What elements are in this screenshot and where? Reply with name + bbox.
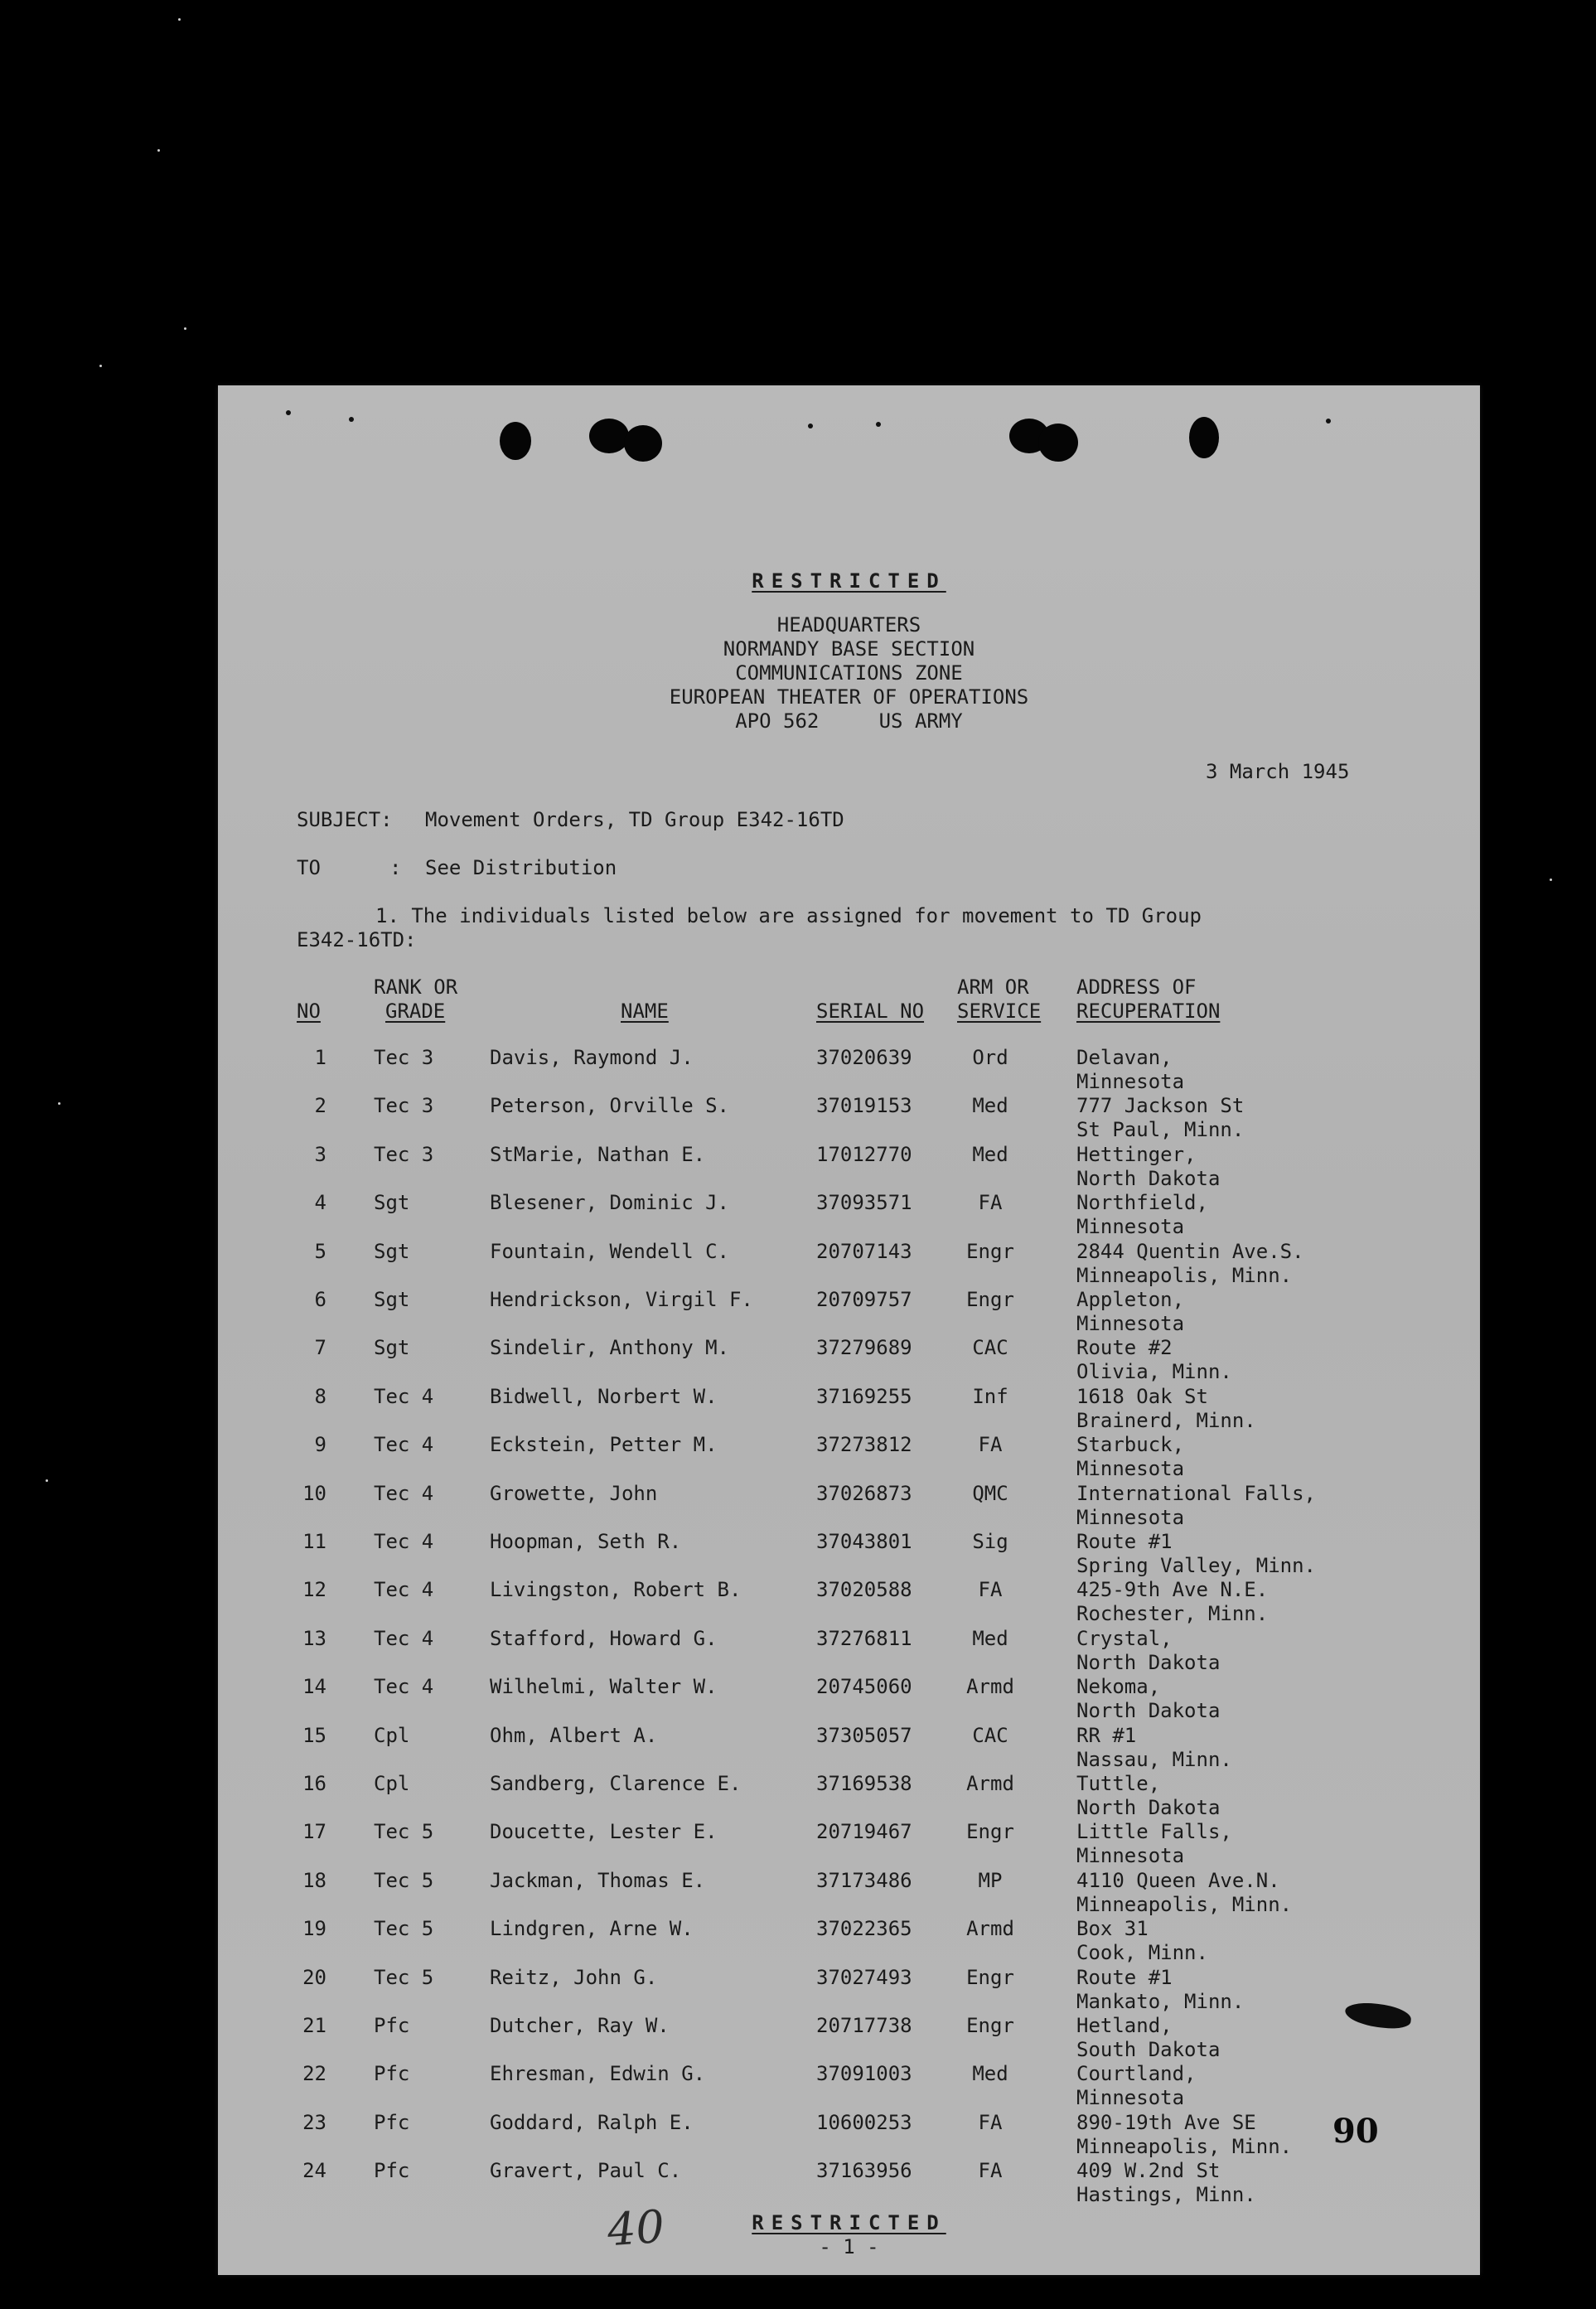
row-name: Blesener, Dominic J. (490, 1191, 729, 1215)
row-name: Dutcher, Ray W. (490, 2014, 670, 2037)
row-name: Stafford, Howard G. (490, 1626, 718, 1650)
paragraph-line: E342-16TD: (297, 928, 417, 951)
subject-label: SUBJECT: (297, 808, 393, 831)
row-serial: 37020639 (816, 1046, 912, 1069)
row-serial: 37043801 (816, 1530, 912, 1553)
classification-header: RESTRICTED (752, 569, 946, 593)
row-rank: Tec 5 (374, 1917, 434, 1941)
punch-hole (1038, 424, 1078, 462)
row-address-line2: Brainerd, Minn. (1076, 1408, 1256, 1432)
row-address-line2: North Dakota (1076, 1796, 1221, 1819)
row-arm: Armd (966, 1772, 1014, 1795)
row-name: Jackman, Thomas E. (490, 1868, 706, 1892)
row-arm: Med (972, 1626, 1008, 1650)
row-serial: 37027493 (816, 1965, 912, 1989)
row-address-line2: North Dakota (1076, 1650, 1221, 1674)
table-row (218, 1917, 1480, 1965)
table-row (218, 1143, 1480, 1191)
row-address-line1: 4110 Queen Ave.N. (1076, 1868, 1280, 1892)
row-name: Doucette, Lester E. (490, 1820, 718, 1844)
table-row (218, 1046, 1480, 1094)
document-page (218, 385, 1480, 2275)
page-number: - 1 - (819, 2235, 879, 2258)
letterhead (218, 613, 1480, 733)
row-rank: Pfc (374, 2110, 410, 2134)
table-row (218, 1820, 1480, 1868)
row-serial: 37169255 (816, 1384, 912, 1408)
row-arm: Ord (972, 1046, 1008, 1069)
row-name: Gravert, Paul C. (490, 2159, 682, 2183)
header-rank-bottom: GRADE (385, 1000, 446, 1023)
header-no: NO (297, 1000, 321, 1023)
row-address-line2: Minnesota (1076, 1844, 1185, 1868)
row-rank: Tec 5 (374, 1868, 434, 1892)
row-name: Ohm, Albert A. (490, 1723, 658, 1747)
row-serial: 20745060 (816, 1675, 912, 1699)
row-serial: 37093571 (816, 1191, 912, 1215)
row-address-line2: Minneapolis, Minn. (1076, 1263, 1293, 1287)
row-arm: Engr (966, 1820, 1014, 1844)
row-arm: FA (978, 2110, 1003, 2134)
row-number: 23 (302, 2110, 326, 2134)
to-text: See Distribution (425, 856, 617, 879)
row-serial: 37169538 (816, 1772, 912, 1795)
row-number: 1 (314, 1046, 326, 1069)
row-address-line2: Nassau, Minn. (1076, 1747, 1232, 1771)
classification-footer: RESTRICTED (752, 2211, 946, 2234)
row-rank: Sgt (374, 1288, 410, 1311)
row-rank: Pfc (374, 2159, 410, 2183)
row-arm: CAC (972, 1336, 1008, 1360)
row-name: StMarie, Nathan E. (490, 1142, 706, 1166)
row-number: 11 (302, 1530, 326, 1553)
to-label: TO (297, 856, 321, 879)
punch-hole (1189, 417, 1219, 458)
row-address-line1: RR #1 (1076, 1723, 1137, 1747)
row-address-line1: Tuttle, (1076, 1772, 1161, 1795)
table-row (218, 2111, 1480, 2159)
table-row (218, 1578, 1480, 1626)
row-serial: 37163956 (816, 2159, 912, 2183)
row-name: Wilhelmi, Walter W. (490, 1675, 718, 1699)
row-rank: Pfc (374, 2014, 410, 2037)
row-arm: Med (972, 1142, 1008, 1166)
table-row (218, 1433, 1480, 1481)
row-arm: FA (978, 1433, 1003, 1457)
row-address-line1: Starbuck, (1076, 1433, 1185, 1457)
row-rank: Tec 4 (374, 1433, 434, 1457)
table-row (218, 1627, 1480, 1675)
row-serial: 10600253 (816, 2110, 912, 2134)
table-row (218, 1482, 1480, 1530)
letterhead-line: EUROPEAN THEATER OF OPERATIONS (669, 685, 1029, 709)
row-address-line2: Minnesota (1076, 1215, 1185, 1239)
punch-hole (624, 425, 662, 462)
paper-mark (349, 417, 354, 422)
row-serial: 20709757 (816, 1288, 912, 1311)
table-row (218, 1966, 1480, 2014)
row-serial: 37276811 (816, 1626, 912, 1650)
row-name: Davis, Raymond J. (490, 1046, 694, 1069)
row-arm: FA (978, 1191, 1003, 1215)
row-rank: Tec 5 (374, 1965, 434, 1989)
row-serial: 37273812 (816, 1433, 912, 1457)
row-address-line2: South Dakota (1076, 2038, 1221, 2061)
table-row (218, 1094, 1480, 1142)
header-arm-bottom: SERVICE (957, 1000, 1042, 1023)
row-serial: 20707143 (816, 1239, 912, 1263)
row-address-line2: North Dakota (1076, 1166, 1221, 1190)
row-number: 5 (314, 1239, 326, 1263)
row-name: Fountain, Wendell C. (490, 1239, 729, 1263)
row-arm: FA (978, 1578, 1003, 1602)
row-name: Growette, John (490, 1481, 658, 1505)
row-arm: Med (972, 1094, 1008, 1118)
paper-mark (876, 422, 881, 427)
row-name: Sandberg, Clarence E. (490, 1772, 742, 1795)
table-row (218, 2159, 1480, 2207)
row-name: Goddard, Ralph E. (490, 2110, 694, 2134)
letterhead-line: HEADQUARTERS (776, 613, 921, 637)
row-rank: Tec 3 (374, 1142, 434, 1166)
table-row (218, 1240, 1480, 1288)
background-speck (1550, 879, 1552, 881)
table-row (218, 1675, 1480, 1723)
row-address-line1: 777 Jackson St (1076, 1094, 1245, 1118)
row-name: Hendrickson, Virgil F. (490, 1288, 753, 1311)
row-address-line1: Delavan, (1076, 1046, 1173, 1069)
row-number: 2 (314, 1094, 326, 1118)
table-row (218, 1530, 1480, 1578)
row-name: Ehresman, Edwin G. (490, 2062, 706, 2086)
punch-hole (500, 422, 531, 460)
row-address-line2: St Paul, Minn. (1076, 1118, 1245, 1142)
stamped-number: 90 (1332, 2112, 1379, 2151)
row-address-line2: Minnesota (1076, 2086, 1185, 2110)
header-arm-top: ARM OR (957, 975, 1029, 999)
row-name: Livingston, Robert B. (490, 1578, 742, 1602)
row-address-line2: Olivia, Minn. (1076, 1360, 1232, 1384)
row-number: 6 (314, 1288, 326, 1311)
letterhead-line: APO 562 US ARMY (735, 709, 963, 733)
row-address-line1: Route #2 (1076, 1336, 1173, 1360)
background-speck (178, 18, 181, 21)
row-serial: 37020588 (816, 1578, 912, 1602)
row-serial: 37173486 (816, 1868, 912, 1892)
background-speck (46, 1479, 48, 1482)
row-address-line2: Spring Valley, Minn. (1076, 1554, 1316, 1577)
table-row (218, 1772, 1480, 1820)
table-row (218, 1336, 1480, 1384)
row-address-line2: Minneapolis, Minn. (1076, 1892, 1293, 1916)
row-serial: 20717738 (816, 2014, 912, 2037)
table-row (218, 1288, 1480, 1336)
row-address-line1: 1618 Oak St (1076, 1384, 1208, 1408)
row-rank: Tec 5 (374, 1820, 434, 1844)
row-name: Reitz, John G. (490, 1965, 658, 1989)
row-arm: Engr (966, 2014, 1014, 2037)
row-name: Hoopman, Seth R. (490, 1530, 682, 1553)
row-serial: 17012770 (816, 1142, 912, 1166)
row-rank: Sgt (374, 1336, 410, 1360)
row-name: Sindelir, Anthony M. (490, 1336, 729, 1360)
row-address-line2: Minnesota (1076, 1312, 1185, 1335)
row-address-line1: International Falls, (1076, 1481, 1316, 1505)
row-number: 21 (302, 2014, 326, 2037)
row-name: Peterson, Orville S. (490, 1094, 729, 1118)
row-address-line2: Mankato, Minn. (1076, 1989, 1245, 2013)
table-row (218, 1385, 1480, 1433)
row-rank: Sgt (374, 1191, 410, 1215)
row-address-line2: Minnesota (1076, 1505, 1185, 1529)
header-address-bottom: RECUPERATION (1076, 1000, 1221, 1023)
row-arm: Engr (966, 1239, 1014, 1263)
row-serial: 37091003 (816, 2062, 912, 2086)
paper-mark (286, 410, 291, 415)
row-number: 18 (302, 1868, 326, 1892)
row-rank: Sgt (374, 1239, 410, 1263)
row-rank: Cpl (374, 1772, 410, 1795)
row-name: Eckstein, Petter M. (490, 1433, 718, 1457)
row-address-line2: Minnesota (1076, 1070, 1185, 1093)
row-serial: 37019153 (816, 1094, 912, 1118)
row-number: 24 (302, 2159, 326, 2183)
row-address-line1: 890-19th Ave SE (1076, 2110, 1256, 2134)
row-rank: Tec 3 (374, 1094, 434, 1118)
row-address-line1: 2844 Quentin Ave.S. (1076, 1239, 1304, 1263)
row-number: 9 (314, 1433, 326, 1457)
row-address-line2: North Dakota (1076, 1699, 1221, 1723)
header-serial: SERIAL NO (816, 1000, 925, 1023)
document-date: 3 March 1945 (1206, 760, 1350, 783)
row-number: 22 (302, 2062, 326, 2086)
row-address-line1: Crystal, (1076, 1626, 1173, 1650)
row-number: 19 (302, 1917, 326, 1941)
row-number: 17 (302, 1820, 326, 1844)
row-rank: Tec 4 (374, 1578, 434, 1602)
row-rank: Tec 3 (374, 1046, 434, 1069)
row-rank: Tec 4 (374, 1675, 434, 1699)
table-row (218, 1869, 1480, 1917)
row-name: Bidwell, Norbert W. (490, 1384, 718, 1408)
row-address-line1: 425-9th Ave N.E. (1076, 1578, 1269, 1602)
row-number: 4 (314, 1191, 326, 1215)
background-speck (99, 365, 102, 367)
row-address-line1: Courtland, (1076, 2062, 1197, 2086)
row-arm: Armd (966, 1917, 1014, 1941)
header-name: NAME (621, 1000, 669, 1023)
row-arm: QMC (972, 1481, 1008, 1505)
row-arm: CAC (972, 1723, 1008, 1747)
row-address-line1: Hettinger, (1076, 1142, 1197, 1166)
paper-mark (1326, 419, 1331, 424)
paragraph-line: 1. The individuals listed below are assigned for movement to TD Group (375, 904, 1202, 927)
row-address-line1: 409 W.2nd St (1076, 2159, 1221, 2183)
row-arm: Inf (972, 1384, 1008, 1408)
row-number: 8 (314, 1384, 326, 1408)
row-rank: Pfc (374, 2062, 410, 2086)
row-rank: Cpl (374, 1723, 410, 1747)
table-row (218, 1191, 1480, 1239)
row-address-line1: Route #1 (1076, 1530, 1173, 1553)
letterhead-line: NORMANDY BASE SECTION (723, 637, 975, 661)
row-number: 12 (302, 1578, 326, 1602)
handwritten-note: 40 (605, 2200, 666, 2257)
header-rank-top: RANK OR (374, 975, 458, 999)
row-number: 20 (302, 1965, 326, 1989)
row-rank: Tec 4 (374, 1481, 434, 1505)
to-colon: : (389, 856, 402, 879)
row-rank: Tec 4 (374, 1626, 434, 1650)
row-arm: Engr (966, 1965, 1014, 1989)
row-number: 3 (314, 1142, 326, 1166)
row-serial: 37305057 (816, 1723, 912, 1747)
background-speck (157, 149, 160, 152)
row-address-line2: Minneapolis, Minn. (1076, 2134, 1293, 2158)
row-number: 7 (314, 1336, 326, 1360)
row-arm: Armd (966, 1675, 1014, 1699)
row-address-line1: Route #1 (1076, 1965, 1173, 1989)
row-serial: 37026873 (816, 1481, 912, 1505)
paper-mark (808, 424, 813, 428)
row-arm: Sig (972, 1530, 1008, 1553)
row-number: 16 (302, 1772, 326, 1795)
row-address-line1: Little Falls, (1076, 1820, 1232, 1844)
row-address-line1: Hetland, (1076, 2014, 1173, 2037)
row-rank: Tec 4 (374, 1530, 434, 1553)
row-address-line1: Nekoma, (1076, 1675, 1161, 1699)
row-arm: Engr (966, 1288, 1014, 1311)
row-number: 13 (302, 1626, 326, 1650)
punch-hole (589, 419, 629, 453)
row-address-line1: Box 31 (1076, 1917, 1149, 1941)
background-speck (58, 1102, 60, 1105)
letterhead-line: COMMUNICATIONS ZONE (735, 661, 963, 685)
row-number: 15 (302, 1723, 326, 1747)
row-name: Lindgren, Arne W. (490, 1917, 694, 1941)
row-rank: Tec 4 (374, 1384, 434, 1408)
row-number: 14 (302, 1675, 326, 1699)
row-arm: MP (978, 1868, 1003, 1892)
table-row (218, 2062, 1480, 2110)
row-arm: Med (972, 2062, 1008, 2086)
row-address-line2: Cook, Minn. (1076, 1941, 1208, 1965)
header-address-top: ADDRESS OF (1076, 975, 1197, 999)
row-number: 10 (302, 1481, 326, 1505)
row-address-line2: Hastings, Minn. (1076, 2183, 1256, 2207)
row-address-line1: Northfield, (1076, 1191, 1208, 1215)
table-row (218, 1724, 1480, 1772)
background-speck (184, 327, 186, 330)
row-address-line2: Minnesota (1076, 1457, 1185, 1481)
row-address-line1: Appleton, (1076, 1288, 1185, 1311)
subject-text: Movement Orders, TD Group E342-16TD (425, 808, 844, 831)
table-row (218, 2014, 1480, 2062)
row-serial: 37022365 (816, 1917, 912, 1941)
row-address-line2: Rochester, Minn. (1076, 1602, 1269, 1626)
row-serial: 37279689 (816, 1336, 912, 1360)
row-serial: 20719467 (816, 1820, 912, 1844)
row-arm: FA (978, 2159, 1003, 2183)
